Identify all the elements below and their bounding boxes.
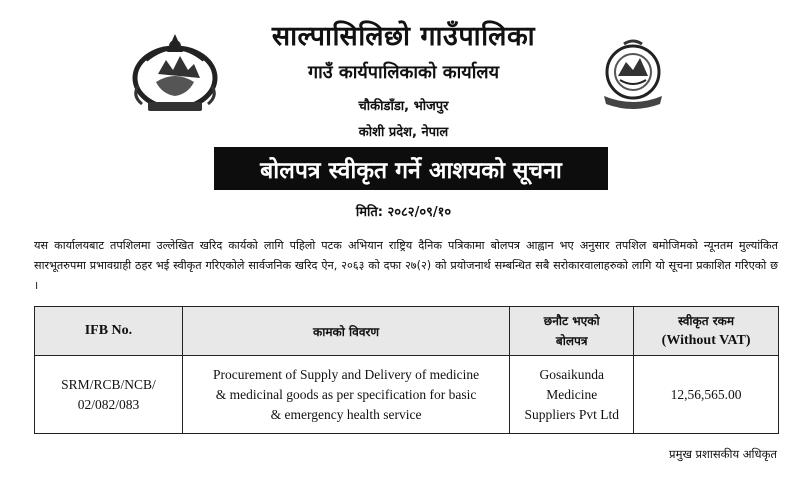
signature-title: प्रमुख प्रशासकीय अधिकृत bbox=[669, 447, 777, 461]
table-header-row bbox=[35, 307, 779, 356]
cell-description: Procurement of Supply and Delivery of medicine & medicinal goods as per specification for basic & emergency health service bbox=[182, 356, 509, 434]
notice-title-banner bbox=[214, 147, 608, 190]
cell-selected-bidder: Gosaikunda Medicine Suppliers Pvt Ltd bbox=[510, 356, 634, 434]
table-row bbox=[35, 356, 779, 434]
header-ifb-no: IFB No. bbox=[35, 307, 183, 356]
header-description: कामको विवरण bbox=[182, 307, 509, 356]
address-line-1: चौकीडाँडा, भोजपुर bbox=[358, 99, 449, 114]
notice-date bbox=[0, 202, 807, 220]
municipality-name: साल्पासिलिछो गाउँपालिका bbox=[271, 21, 536, 52]
notice-title: बोलपत्र स्वीकृत गर्ने आशयको सूचना bbox=[260, 157, 562, 184]
office-name: गाउँ कार्यपालिकाको कार्यालय bbox=[307, 62, 500, 83]
bid-table bbox=[34, 306, 779, 434]
address-line-2: कोशी प्रदेश, नेपाल bbox=[358, 125, 449, 140]
header-selected-bid: छनौट भएको बोलपत्र bbox=[510, 307, 634, 356]
cell-approved-amount: 12,56,565.00 bbox=[634, 356, 779, 434]
header-approved-amount: स्वीकृत रकम (Without VAT) bbox=[634, 307, 779, 356]
cell-ifb-no: SRM/RCB/NCB/ 02/082/083 bbox=[35, 356, 183, 434]
notice-body-text: यस कार्यालयबाट तपशिलमा उल्लेखित खरिद कार्यको लागि पहिलो पटक अभियान राष्ट्रिय दैनिक पत्रिकामा बोलपत्र आह्वान भए अनुसार तपशिल बमोजिमको न्यूनतम मुल्यांकित सारभूतरुपमा प्रभावग्राही ठहर भई स्वीकृत गरिएकोले सार्वजनिक खरिद ऐन, २०६३ को दफा २७(२) को प्रयोजनार्थ सम्बन्धित सबै सरोकारवालाहरुको लागि यो सूचना प्रकाशित गरिएको छ । bbox=[34, 239, 778, 292]
date-label: मिति: bbox=[355, 205, 383, 220]
date-value: २०८२/०९/१० bbox=[387, 205, 452, 220]
